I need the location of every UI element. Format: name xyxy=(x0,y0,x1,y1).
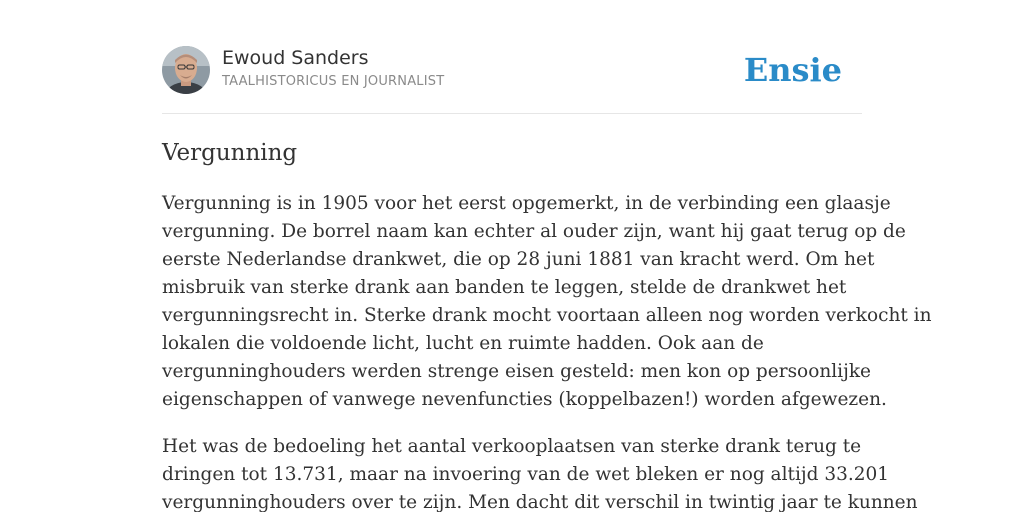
text-line: eerste Nederlandse drankwet, die op 28 juni 1881 van kracht werd. Om het xyxy=(162,249,875,270)
text-line: Het was de bedoeling het aantal verkooplaatsen van sterke drank terug te xyxy=(162,436,862,457)
author-name[interactable]: Ewoud Sanders xyxy=(222,47,369,69)
article-body xyxy=(162,190,932,512)
ensie-logo[interactable]: Ensie xyxy=(743,51,842,89)
paragraph xyxy=(162,433,918,512)
article-title: Vergunning xyxy=(162,140,298,166)
article-container xyxy=(162,0,932,512)
author-role: TAALHISTORICUS EN JOURNALIST xyxy=(222,74,445,89)
text-line: vergunninghouders werden strenge eisen gesteld: men kon op persoonlijke xyxy=(162,361,871,382)
text-line: misbruik van sterke drank aan banden te leggen, stelde de drankwet het xyxy=(162,277,847,298)
text-line: vergunninghouders over te zijn. Men dacht dit verschil in twintig jaar te kunnen xyxy=(162,492,918,512)
text-line: vergunning. De borrel naam kan echter al ouder zijn, want hij gaat terug op de xyxy=(162,221,906,242)
author-photo xyxy=(162,46,210,94)
avatar[interactable] xyxy=(162,46,210,94)
text-line: dringen tot 13.731, maar na invoering van de wet bleken er nog altijd 33.201 xyxy=(162,464,890,485)
text-line: vergunningsrecht in. Sterke drank mocht voortaan alleen nog worden verkocht in xyxy=(162,305,932,326)
text-line: Vergunning is in 1905 voor het eerst opgemerkt, in de verbinding een glaasje xyxy=(162,193,891,214)
text-line: lokalen die voldoende licht, lucht en ruimte hadden. Ook aan de xyxy=(162,333,764,354)
paragraph xyxy=(162,190,932,414)
text-line: eigenschappen of vanwege nevenfuncties (koppelbazen!) worden afgewezen. xyxy=(162,389,887,410)
author-header xyxy=(162,0,862,114)
